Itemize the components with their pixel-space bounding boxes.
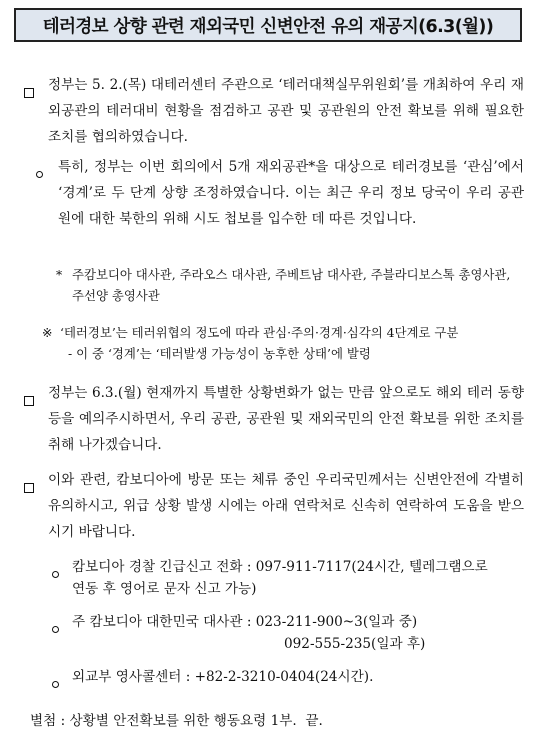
contact-police-line1: 캄보디아 경찰 긴급신고 전화 : 097-911-7117(24시간, 텔레그램으로	[72, 559, 488, 575]
circle-bullet-icon	[36, 171, 43, 178]
contact-police-line2: 연동 후 영어로 문자 신고 가능)	[72, 581, 257, 597]
section3-text: 이와 관련, 캄보디아에 방문 또는 체류 중인 우리국민께서는 신변안전에 각별히 유의하시고, 위급 상황 발생 시에는 아래 연락처로 신속히 연락하여 도움을 받으시기 바랍니다.	[48, 472, 524, 540]
square-bullet-icon	[24, 396, 34, 406]
contact-callcenter-line1: 외교부 영사콜센터 : +82-2-3210-0404(24시간).	[72, 669, 374, 685]
note-sub-text: - 이 중 ‘경계’는 ‘테러발생 가능성이 농후한 상태’에 발령	[68, 346, 371, 361]
note-mark: ※	[42, 325, 53, 340]
section2-text: 정부는 6.3.(월) 현재까지 특별한 상황변화가 없는 만큼 앞으로도 해외 테러 동향 등을 예의주시하면서, 우리 공관, 공관원 및 재외국민의 안전 확보를 위한 조치를 취해 나가겠습니다.	[48, 385, 524, 453]
section1-text: 정부는 5. 2.(목) 대테러센터 주관으로 ‘테러대책실무위원회’를 개최하여 우리 재외공관의 테러대비 현황을 점검하고 공관 및 공관원의 안전 확보를 위해 필요한 조치를 협의하였습니다.	[48, 77, 524, 145]
attachment-note: 별첨 : 상황별 안전확보를 위한 행동요령 1부. 끝.	[30, 713, 323, 729]
title-box	[14, 8, 522, 42]
footnote-asterisk: *	[56, 267, 63, 282]
contact-embassy-line2: 092-555-235(일과 후)	[284, 636, 426, 652]
square-bullet-icon	[24, 483, 34, 493]
circle-bullet-icon	[52, 571, 59, 578]
footnote-text: 주캄보디아 대사관, 주라오스 대사관, 주베트남 대사관, 주블라디보스톡 총영사관, 주선양 총영사관	[72, 267, 511, 303]
section1-sub-text: 특히, 정부는 이번 회의에서 5개 재외공관*을 대상으로 테러경보를 ‘관심’에서 ‘경계’로 두 단계 상향 조정하였습니다. 이는 최근 우리 정보 당국이 우리 공관원에 대한 북한의 위해 시도 첩보를 입수한 데 따른 것입니다.	[58, 159, 524, 227]
page-title: 테러경보 상향 관련 재외국민 신변안전 유의 재공지(6.3(월))	[42, 16, 494, 37]
square-bullet-icon	[24, 88, 34, 98]
note-text: ‘테러경보’는 테러위협의 정도에 따라 관심·주의·경계·심각의 4단계로 구분	[60, 325, 459, 340]
circle-bullet-icon	[52, 681, 59, 688]
contact-embassy-line1: 주 캄보디아 대한민국 대사관 : 023-211-900~3(일과 중)	[72, 614, 418, 630]
circle-bullet-icon	[52, 626, 59, 633]
